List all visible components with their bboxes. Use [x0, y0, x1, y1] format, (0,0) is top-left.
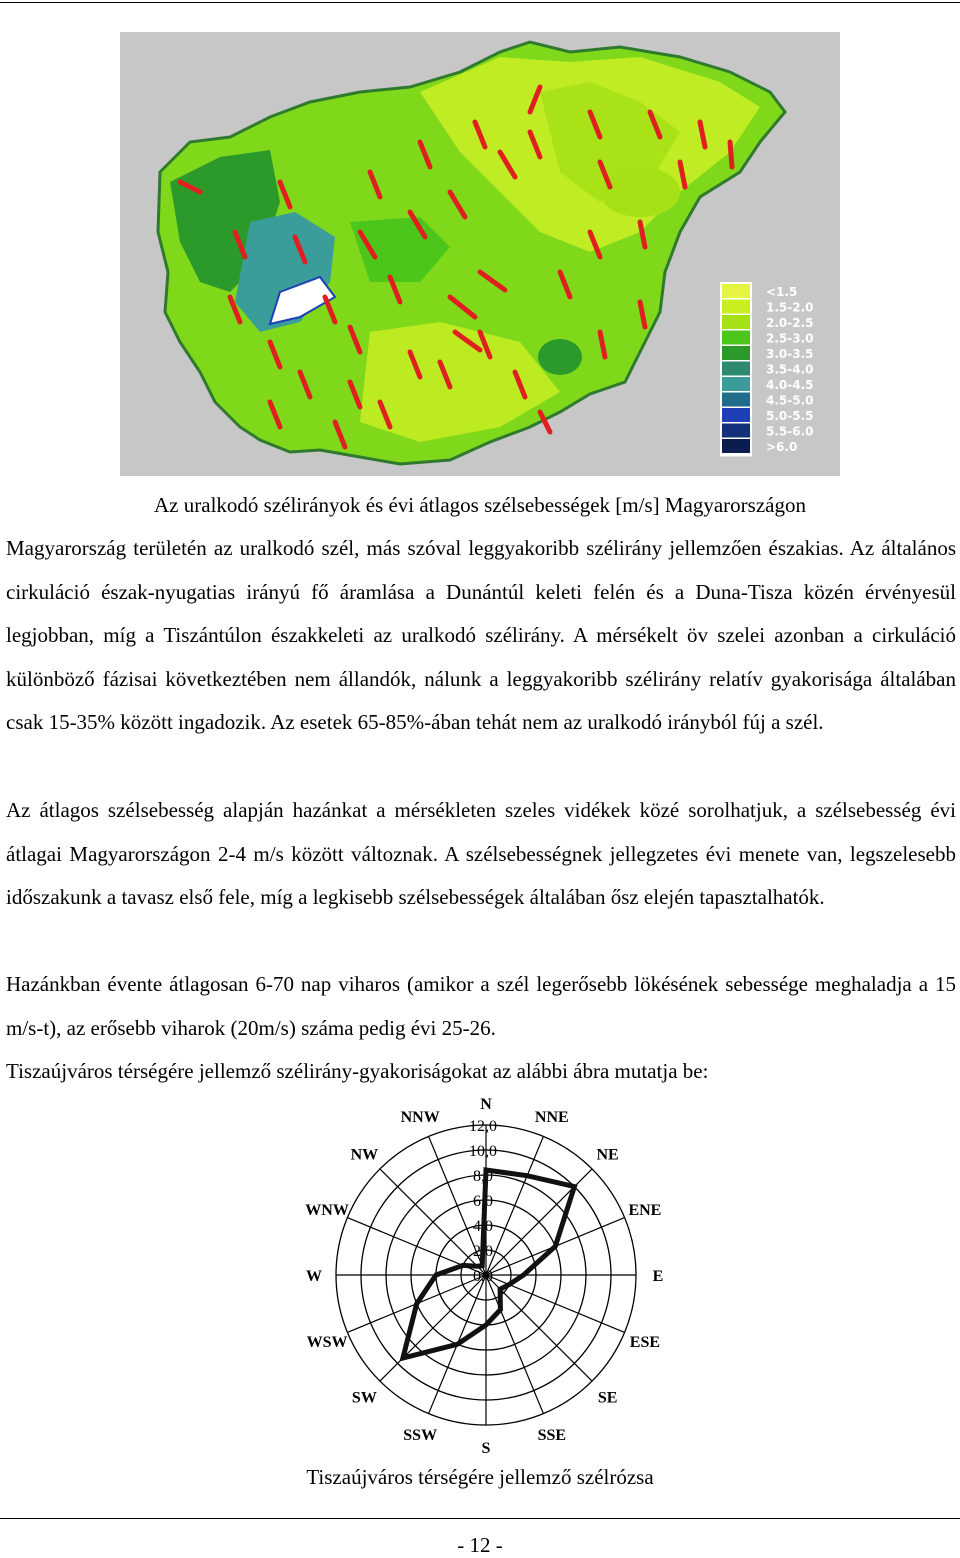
rose-tick-label: 2,0: [473, 1243, 493, 1260]
legend-swatch: [722, 284, 750, 298]
legend-swatch: [722, 377, 750, 391]
rose-direction-label: SSE: [537, 1426, 567, 1444]
legend-swatch: [722, 362, 750, 376]
legend-swatch: [722, 439, 750, 453]
rose-direction-label: NNE: [534, 1109, 569, 1127]
paragraph-3: Hazánkban évente átlagosan 6-70 nap viharos (amikor a szél legerősebb lökésének sebessége meghaladja a 15 m/s-t), az erősebb viharok (20m/s) száma pedig évi 25-26.: [6, 972, 956, 1040]
legend-swatch: [722, 408, 750, 422]
paragraph-4: Tiszaújváros térségére jellemző szélirány-gyakoriságokat az alábbi ábra mutatja be:: [6, 1059, 709, 1083]
rose-direction-label: E: [652, 1268, 664, 1285]
paragraph-2: Az átlagos szélsebesség alapján hazánkat a mérsékleten szeles vidékek közé sorolhatjuk, a szélsebesség évi átlagai Magyarországon 2-4 m/s között változnak. A szélsebességnek jellegzetes évi menete van, legszelesebb időszakunk a tavasz első fele, míg a legkisebb szélsebességek általában ősz elején tapasztalhatók.: [6, 798, 956, 909]
rose-tick-label: 4,0: [473, 1218, 493, 1235]
legend-label: 5.5-6.0: [766, 424, 814, 439]
rose-direction-label: NW: [350, 1146, 379, 1164]
map-legend: [720, 282, 814, 457]
legend-swatch: [722, 300, 750, 314]
legend-swatch: [722, 331, 750, 345]
rose-tick-label: 10,0: [469, 1143, 497, 1160]
rose-direction-label: NNW: [400, 1109, 440, 1127]
rose-direction-label: N: [480, 1096, 492, 1113]
rose-tick-label: 0,0: [473, 1268, 493, 1285]
legend-swatch: [722, 393, 750, 407]
wind-rose-svg: [280, 1095, 700, 1455]
rose-direction-label: W: [306, 1268, 322, 1285]
wind-rose-chart: [280, 1095, 700, 1455]
rose-tick-label: 8,0: [473, 1168, 493, 1185]
legend-label: 1.5-2.0: [766, 300, 814, 315]
rose-direction-label: WSW: [306, 1333, 348, 1351]
rose-spoke: [380, 1275, 486, 1381]
page-number: - 12 -: [457, 1533, 503, 1557]
legend-label: 2.5-3.0: [766, 331, 814, 346]
wind-rose-caption: Tiszaújváros térségére jellemző szélrózsa: [306, 1465, 654, 1489]
legend-label: 4.0-4.5: [766, 378, 814, 392]
legend-label: 3.5-4.0: [766, 362, 814, 377]
legend-label: 2.0-2.5: [766, 316, 814, 330]
rose-tick-label: 12,0: [469, 1118, 497, 1135]
rose-direction-label: ENE: [628, 1202, 662, 1220]
hungary-wind-map: [120, 32, 840, 476]
wind-map-figure: [120, 32, 840, 476]
rose-direction-label: ESE: [629, 1333, 661, 1351]
legend-label: >6.0: [766, 440, 798, 454]
paragraph-1: Magyarország területén az uralkodó szél, más szóval leggyakoribb szélirány jellemzően északias. Az általános cirkuláció észak-nyugatias irányú fő áramlása a Dunántúl keleti felén és a Duna-Tisza közén érvényesül legjobban, míg a Tiszántúlon északkeleti az uralkodó szélirány. A mérsékelt öv szelei azonban a cirkuláció különböző fázisai következtében nem állandók, nálunk a leggyakoribb szélirány relatív gyakorisága általában csak 15-35% között ingadozik. Az esetek 65-85%-ában tehát nem az uralkodó irányból fúj a szél.: [6, 536, 956, 734]
rose-direction-label: SE: [597, 1389, 618, 1407]
rose-direction-label: S: [481, 1440, 491, 1455]
legend-swatch: [722, 315, 750, 329]
rose-tick-label: 6,0: [473, 1193, 493, 1210]
rose-direction-label: SSW: [403, 1426, 438, 1444]
map-caption: Az uralkodó szélirányok és évi átlagos szélsebességek [m/s] Magyarországon: [154, 493, 806, 517]
legend-label: 5.0-5.5: [766, 409, 814, 423]
rose-spoke: [380, 1169, 486, 1275]
legend-label: 4.5-5.0: [766, 393, 814, 408]
top-rule: [0, 2, 960, 3]
rose-direction-label: SW: [351, 1389, 377, 1407]
legend-label: 3.0-3.5: [766, 347, 814, 361]
legend-swatch: [722, 346, 750, 360]
rose-direction-label: WNW: [305, 1202, 349, 1220]
legend-swatch: [722, 424, 750, 438]
legend-label: <1.5: [766, 285, 798, 299]
rose-direction-label: NE: [596, 1146, 619, 1164]
footer-rule: [0, 1518, 960, 1519]
